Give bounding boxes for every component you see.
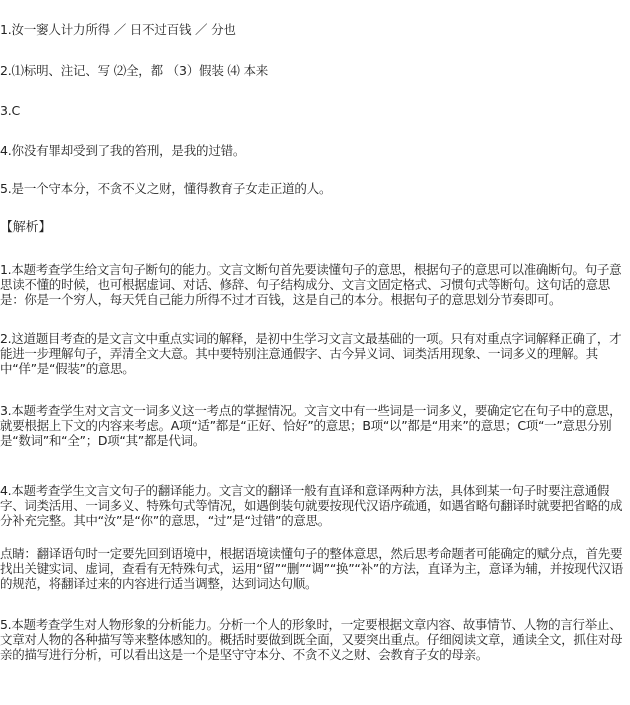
analysis-paragraph-3: 3.本题考查学生对文言文一词多义这一考点的掌握情况。文言文中有一些词是一词多义，要确定它在句子中的意思，就要根据上下文的内容来考虑。A项“适”都是“正好、恰好”的意思；B项“以”都是“用来”的意思；C项“一”意思分别是“数词”和“全”；D项“其”都是代词。 [0, 403, 622, 448]
analysis-paragraph-1: 1.本题考查学生给文言句子断句的能力。文言文断句首先要读懂句子的意思，根据句子的意思可以准确断句。句子意思读不懂的时候，也可根据虚词、对话、修辞、句子结构成分、文言文固定格式、习惯句式等断句。这句话的意思是：你是一个穷人，每天凭自己能力所得不过才百钱，这是自己的本分。根据句子的意思划分节奏即可。 [0, 262, 622, 307]
analysis-heading: 【解析】 [0, 220, 52, 235]
answer-5: 5.是一个守本分，不贪不义之财，懂得教育子女走正道的人。 [0, 181, 332, 196]
answer-3: 3.C [0, 103, 21, 118]
analysis-paragraph-2: 2.这道题目考查的是文言文中重点实词的解释，是初中生学习文言文最基础的一项。只有对重点字词解释正确了，才能进一步理解句子，弄清全文大意。其中要特别注意通假字、古今异义词、词类活用现象、一词多义的理解。其中“佯”是“假装”的意思。 [0, 331, 622, 376]
analysis-paragraph-4: 4.本题考查学生文言文句子的翻译能力。文言文的翻译一般有直译和意译两种方法，具体到某一句子时要注意通假字、词类活用、一词多义、特殊句式等情况，如遇倒装句就要按现代汉语序疏通，如遇省略句翻译时就要把省略的成分补充完整。其中“汝”是“你”的意思，“过”是“过错”的意思。 [0, 483, 623, 528]
analysis-tip: 点睛：翻译语句时一定要先回到语境中，根据语境读懂句子的整体意思，然后思考命题者可能确定的赋分点，首先要找出关键实词、虚词，查看有无特殊句式，运用“留”“删”“调”“换”“补”的方法，直译为主，意译为辅，并按现代汉语的规范，将翻译过来的内容进行适当调整，达到词达句顺。 [0, 546, 623, 591]
analysis-paragraph-5: 5.本题考查学生对人物形象的分析能力。分析一个人的形象时，一定要根据文章内容、故事情节、人物的言行举止、文章对人物的各种描写等来整体感知的。概括时要做到既全面，又要突出重点。仔细阅读文章，通读全文，抓住对母亲的描写进行分析，可以看出这是一个是坚守守本分、不贪不义之财、会教育子女的母亲。 [0, 617, 623, 662]
answer-4: 4.你没有罪却受到了我的笞刑，是我的过错。 [0, 143, 246, 158]
answer-1: 1.汝一窭人计力所得 ／ 日不过百钱 ／ 分也 [0, 22, 236, 37]
answer-2: 2.⑴标明、注记、写 ⑵全，都 （3）假装 ⑷ 本来 [0, 63, 269, 78]
